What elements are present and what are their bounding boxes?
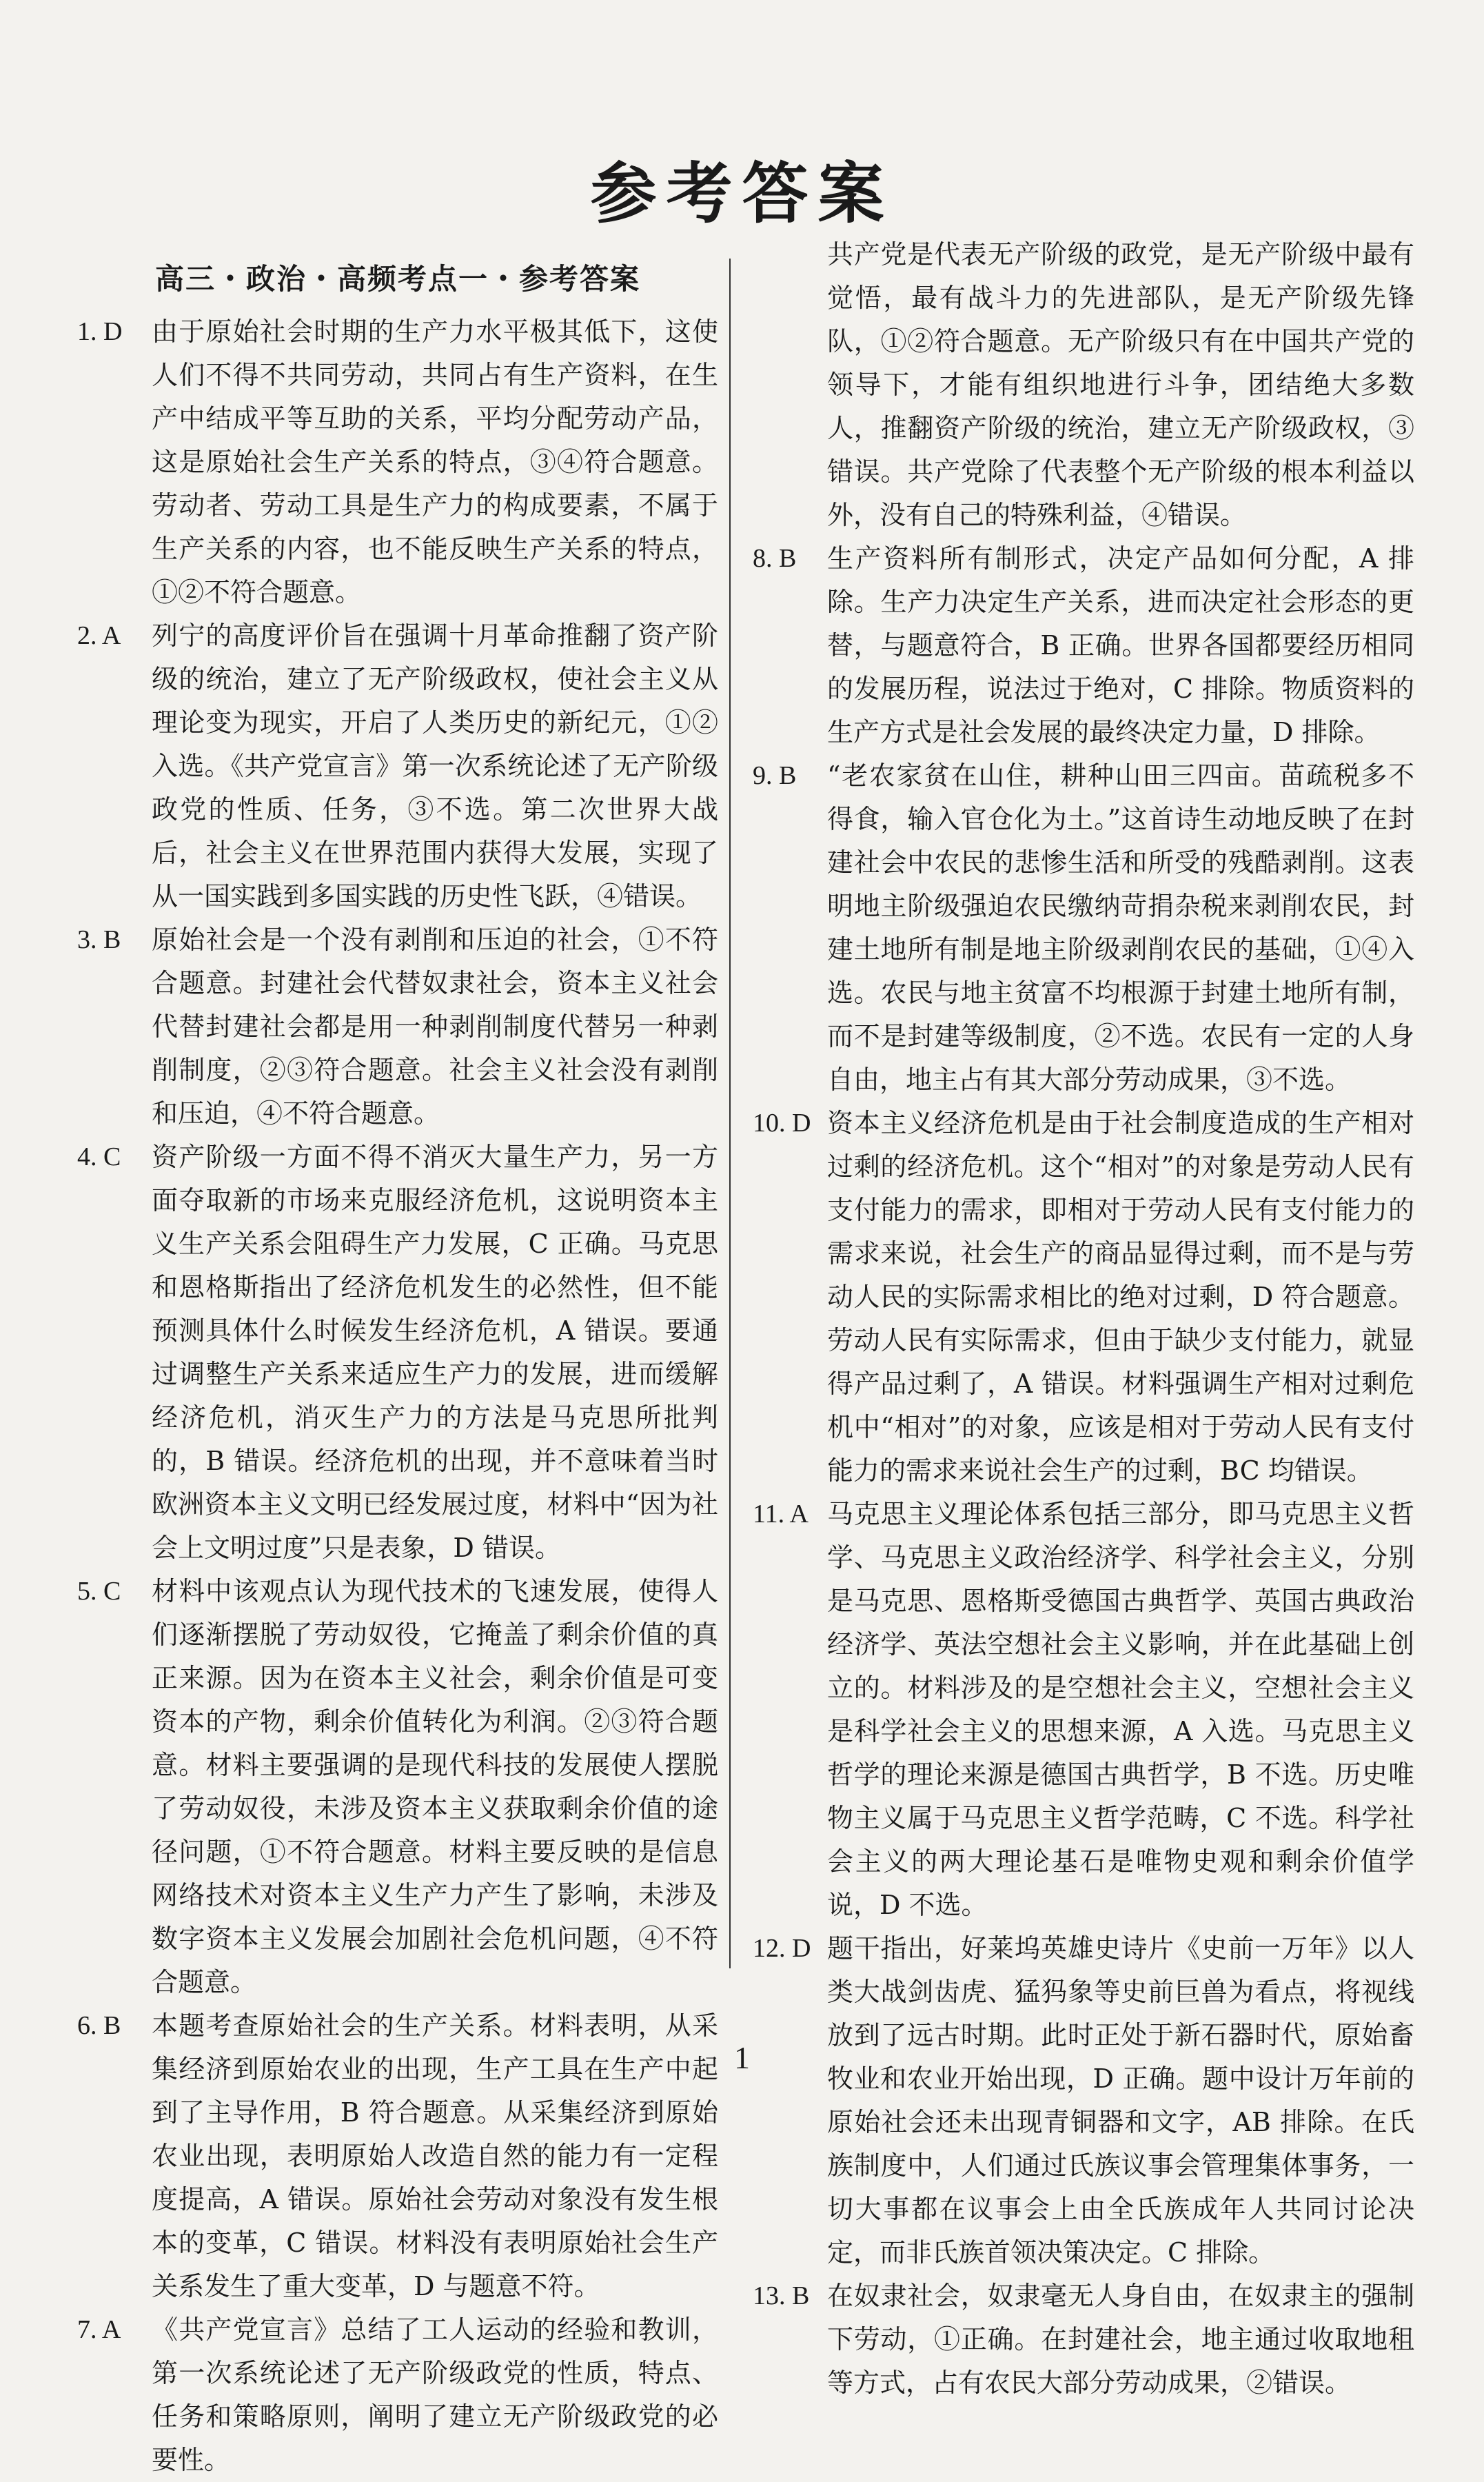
answer-item — [753, 537, 1414, 754]
answer-explanation: 马克思主义理论体系包括三部分，即马克思主义哲学、马克思主义政治经济学、科学社会主义，分别是马克思、恩格斯受德国古典哲学、英国古典政治经济学、英法空想社会主义影响，并在此基础上创立的。材料涉及的是空想社会主义，空想社会主义是科学社会主义的思想来源，A 入选。马克思主义哲学的理论来源是德国古典哲学，B 不选。历史唯物主义属于马克思主义哲学范畴，C 不选。科学社会主义的两大理论基石是唯物史观和剩余价值学说，D 不选。 — [827, 1499, 1414, 1920]
answer-explanation: 题干指出，好莱坞英雄史诗片《史前一万年》以人类大战剑齿虎、猛犸象等史前巨兽为看点，将视线放到了远古时期。此时正处于新石器时代，原始畜牧业和农业开始出现，D 正确。题中设计万年前的原始社会还未出现青铜器和文字，AB 排除。在氏族制度中，人们通过氏族议事会管理集体事务，一切大事都在议事会上由全氏族成年人共同讨论决定，而非氏族首领决策决定。C 排除。 — [827, 1933, 1414, 2268]
answer-number: 8. B — [753, 544, 797, 573]
answer-number: 2. A — [77, 621, 121, 650]
page-title: 参考答案 — [590, 155, 894, 232]
answer-item — [753, 754, 1414, 1102]
answer-item — [77, 1136, 718, 1570]
answer-explanation: 本题考查原始社会的生产关系。材料表明，从采集经济到原始农业的出现，生产工具在生产中起到了主导作用，B 符合题意。从采集经济到原始农业出现，表明原始人改造自然的能力有一定程度提高，A 错误。原始社会劳动对象没有发生根本的变革，C 错误。材料没有表明原始社会生产关系发生了重大变革，D 与题意不符。 — [152, 2010, 718, 2301]
answer-item — [753, 1493, 1414, 1927]
left-column — [77, 256, 718, 2482]
answer-number: 10. D — [753, 1109, 811, 1138]
answer-explanation: 在奴隶社会，奴隶毫无人身自由，在奴隶主的强制下劳动，①正确。在封建社会，地主通过收取地租等方式，占有农民大部分劳动成果，②错误。 — [827, 2281, 1414, 2398]
answer-item — [77, 1570, 718, 2004]
answer-continuation: 共产党是代表无产阶级的政党，是无产阶级中最有觉悟，最有战斗力的先进部队，是无产阶级先锋队，①②符合题意。无产阶级只有在中国共产党的领导下，才能有组织地进行斗争，团结绝大多数人，推翻资产阶级的统治，建立无产阶级政权，③错误。共产党除了代表整个无产阶级的根本利益以外，没有自己的特殊利益，④错误。 — [827, 239, 1414, 530]
answer-explanation: 由于原始社会时期的生产力水平极其低下，这使人们不得不共同劳动，共同占有生产资料，在生产中结成平等互助的关系，平均分配劳动产品，这是原始社会生产关系的特点，③④符合题意。劳动者、劳动工具是生产力的构成要素，不属于生产关系的内容，也不能反映生产关系的特点，①②不符合题意。 — [152, 316, 718, 607]
answer-item — [753, 2274, 1414, 2405]
answer-number: 6. B — [77, 2011, 121, 2040]
answer-explanation: 资产阶级一方面不得不消灭大量生产力，另一方面夺取新的市场来克服经济危机，这说明资本主义生产关系会阻碍生产力发展，C 正确。马克思和恩格斯指出了经济危机发生的必然性，但不能预测具体什么时候发生经济危机，A 错误。要通过调整生产关系来适应生产力的发展，进而缓解经济危机，消灭生产力的方法是马克思所批判的，B 错误。经济危机的出现，并不意味着当时欧洲资本主义文明已经发展过度，材料中“因为社会上文明过度”只是表象，D 错误。 — [152, 1142, 718, 1563]
section-title: 高三・政治・高频考点一・参考答案 — [154, 262, 640, 296]
answer-number: 4. C — [77, 1142, 121, 1171]
page-number: 1 — [734, 2040, 750, 2075]
answer-explanation: 生产资料所有制形式，决定产品如何分配，A 排除。生产力决定生产关系，进而决定社会形态的更替，与题意符合，B 正确。世界各国都要经历相同的发展历程，说法过于绝对，C 排除。物质资料的生产方式是社会发展的最终决定力量，D 排除。 — [827, 543, 1414, 747]
answer-number: 5. C — [77, 1577, 121, 1606]
answer-number: 13. B — [753, 2281, 810, 2310]
left-answer-list — [77, 310, 718, 2482]
right-answer-list — [753, 537, 1414, 2405]
column-divider — [729, 259, 731, 1968]
answer-explanation: 资本主义经济危机是由于社会制度造成的生产相对过剩的经济危机。这个“相对”的对象是劳动人民有支付能力的需求，即相对于劳动人民有支付能力的需求来说，社会生产的商品显得过剩，而不是与劳动人民的实际需求相比的绝对过剩，D 符合题意。劳动人民有实际需求，但由于缺少支付能力，就显得产品过剩了，A 错误。材料强调生产相对过剩危机中“相对”的对象，应该是相对于劳动人民有支付能力的需求来说社会生产的过剩，BC 均错误。 — [827, 1108, 1414, 1486]
answer-number: 7. A — [77, 2315, 121, 2344]
answer-number: 12. D — [753, 1934, 811, 1963]
answer-item — [77, 614, 718, 918]
answer-explanation: 《共产党宣言》总结了工人运动的经验和教训，第一次系统论述了无产阶级政党的性质，特点、任务和策略原则，阐明了建立无产阶级政党的必要性。 — [152, 2314, 718, 2475]
answer-number: 3. B — [77, 925, 121, 954]
answer-explanation: “老农家贫在山住，耕种山田三四亩。苗疏税多不得食，输入官仓化为土。”这首诗生动地反映了在封建社会中农民的悲惨生活和所受的残酷剥削。这表明地主阶级强迫农民缴纳苛捐杂税来剥削农民，封建土地所有制是地主阶级剥削农民的基础，①④入选。农民与地主贫富不均根源于封建土地所有制，而不是封建等级制度，②不选。农民有一定的人身自由，地主占有其大部分劳动成果，③不选。 — [827, 760, 1414, 1095]
answer-number: 11. A — [753, 1500, 809, 1528]
answer-item — [77, 310, 718, 614]
answer-number: 9. B — [753, 761, 797, 790]
answer-item — [77, 918, 718, 1136]
answer-explanation: 列宁的高度评价旨在强调十月革命推翻了资产阶级的统治，建立了无产阶级政权，使社会主义从理论变为现实，开启了人类历史的新纪元，①②入选。《共产党宣言》第一次系统论述了无产阶级政党的性质、任务，③不选。第二次世界大战后，社会主义在世界范围内获得大发展，实现了从一国实践到多国实践的历史性飞跃，④错误。 — [152, 620, 718, 911]
answer-item — [753, 1102, 1414, 1493]
answer-explanation: 原始社会是一个没有剥削和压迫的社会，①不符合题意。封建社会代替奴隶社会，资本主义社会代替封建社会都是用一种剥削制度代替另一种剥削制度，②③符合题意。社会主义社会没有剥削和压迫，④不符合题意。 — [152, 925, 718, 1129]
answer-number: 1. D — [77, 317, 123, 346]
answer-explanation: 材料中该观点认为现代技术的飞速发展，使得人们逐渐摆脱了劳动奴役，它掩盖了剩余价值的真正来源。因为在资本主义社会，剩余价值是可变资本的产物，剩余价值转化为利润。②③符合题意。材料主要强调的是现代科技的发展使人摆脱了劳动奴役，未涉及资本主义获取剩余价值的途径问题，①不符合题意。材料主要反映的是信息网络技术对资本主义生产力产生了影响，未涉及数字资本主义发展会加剧社会危机问题，④不符合题意。 — [152, 1576, 718, 1997]
right-column — [753, 233, 1414, 2405]
answer-item — [77, 2308, 718, 2482]
answer-item — [753, 1927, 1414, 2274]
